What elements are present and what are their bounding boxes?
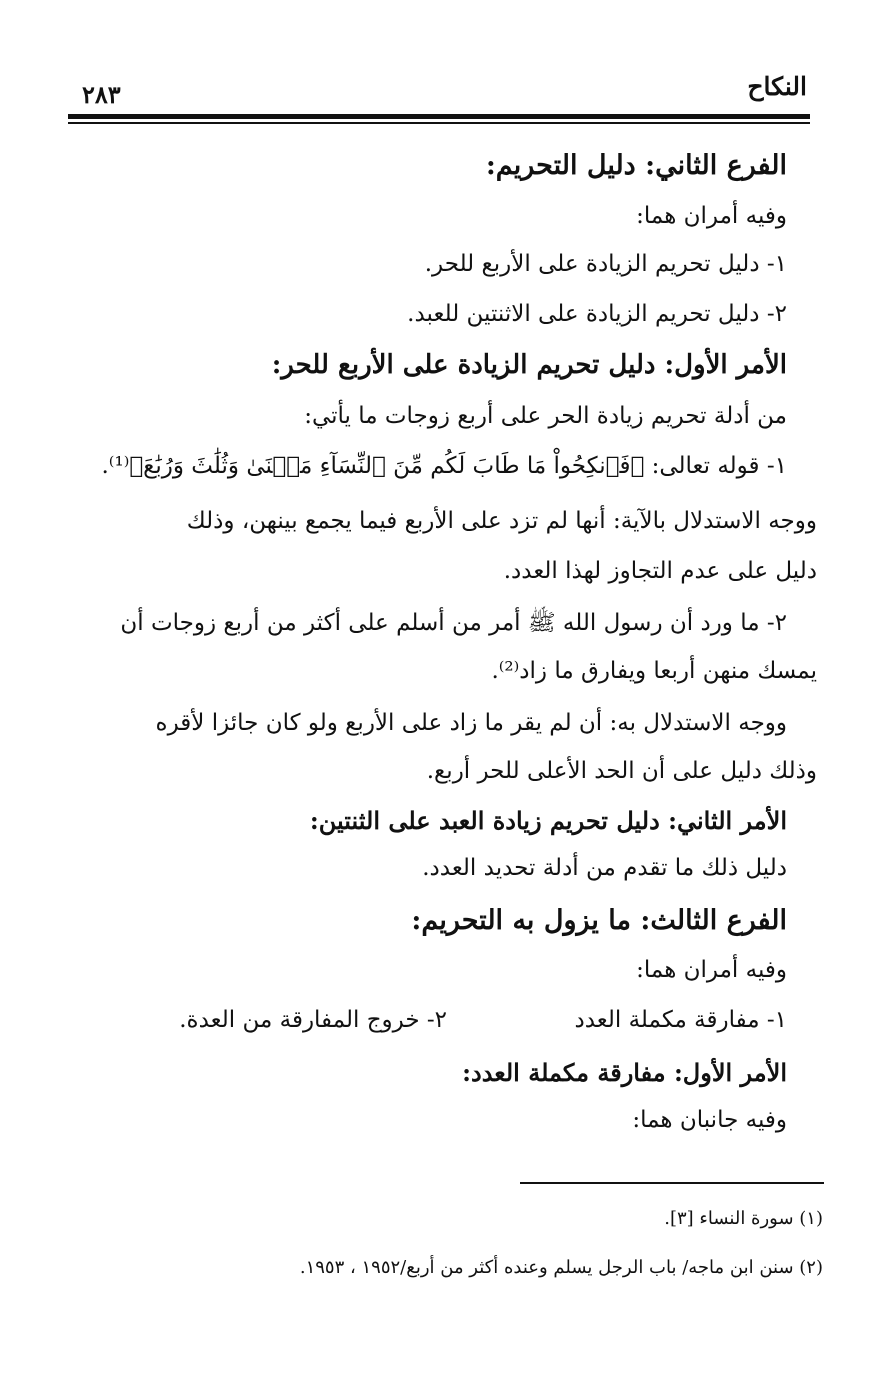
matter1-evidence1: ١- قوله تعالى: ﴿فَٱنكِحُواْ مَا طَابَ لَكُم مِّنَ ٱلنِّسَآءِ مَثۡنَىٰ وَثُلَٰثَ وَرُبَٰعَ﴾⁽¹⁾. [101,453,787,479]
chapter-title: النكاح [747,72,807,101]
matter1-reasoning2-line2: وذلك دليل على أن الحد الأعلى للحر أربع. [426,758,817,784]
matter1-reasoning1-line2: دليل على عدم التجاوز لهذا العدد. [503,558,817,584]
branch3-intro: وفيه أمران هما: [636,957,787,983]
header-rule-thin [68,122,810,124]
footnote-2: (٢) سنن ابن ماجه/ باب الرجل يسلم وعنده أكثر من أربع/١٩٥٢ ، ١٩٥٣. [299,1257,823,1278]
footnote-1: (١) سورة النساء [٣]. [664,1208,823,1229]
matter1-evidence2-line1: ٢- ما ورد أن رسول الله ﷺ أمر من أسلم على أكثر من أربع زوجات أن [120,610,787,636]
branch3-heading: الفرع الثالث: ما يزول به التحريم: [411,905,787,936]
matter1-heading: الأمر الأول: دليل تحريم الزيادة على الأربع للحر: [271,350,787,380]
matter2-text: دليل ذلك ما تقدم من أدلة تحديد العدد. [422,855,787,881]
matter1-intro: من أدلة تحريم زيادة الحر على أربع زوجات ما يأتي: [304,403,787,429]
branch2-item2: ٢- دليل تحريم الزيادة على الاثنتين للعبد. [407,301,787,327]
matter1-evidence2-line2: يمسك منهن أربعا ويفارق ما زاد⁽²⁾. [491,658,817,684]
branch2-heading: الفرع الثاني: دليل التحريم: [485,150,787,181]
branch2-intro: وفيه أمران هما: [636,203,787,229]
matter2-heading: الأمر الثاني: دليل تحريم زيادة العبد على الثنتين: [309,806,787,835]
branch3-item1: ١- مفارقة مكملة العدد [574,1007,787,1033]
footnote-rule [520,1182,824,1184]
page-number: ٢٨٣ [82,80,121,109]
matter3-heading: الأمر الأول: مفارقة مكملة العدد: [462,1058,787,1087]
matter3-intro: وفيه جانبان هما: [632,1107,787,1133]
header-rule-thick [68,114,810,119]
branch2-item1: ١- دليل تحريم الزيادة على الأربع للحر. [424,251,787,277]
matter1-reasoning2-line1: ووجه الاستدلال به: أن لم يقر ما زاد على الأربع ولو كان جائزا لأقره [155,710,787,736]
matter1-reasoning1-line1: ووجه الاستدلال بالآية: أنها لم تزد على الأربع فيما يجمع بينهن، وذلك [186,508,817,534]
branch3-item2: ٢- خروج المفارقة من العدة. [179,1007,447,1033]
